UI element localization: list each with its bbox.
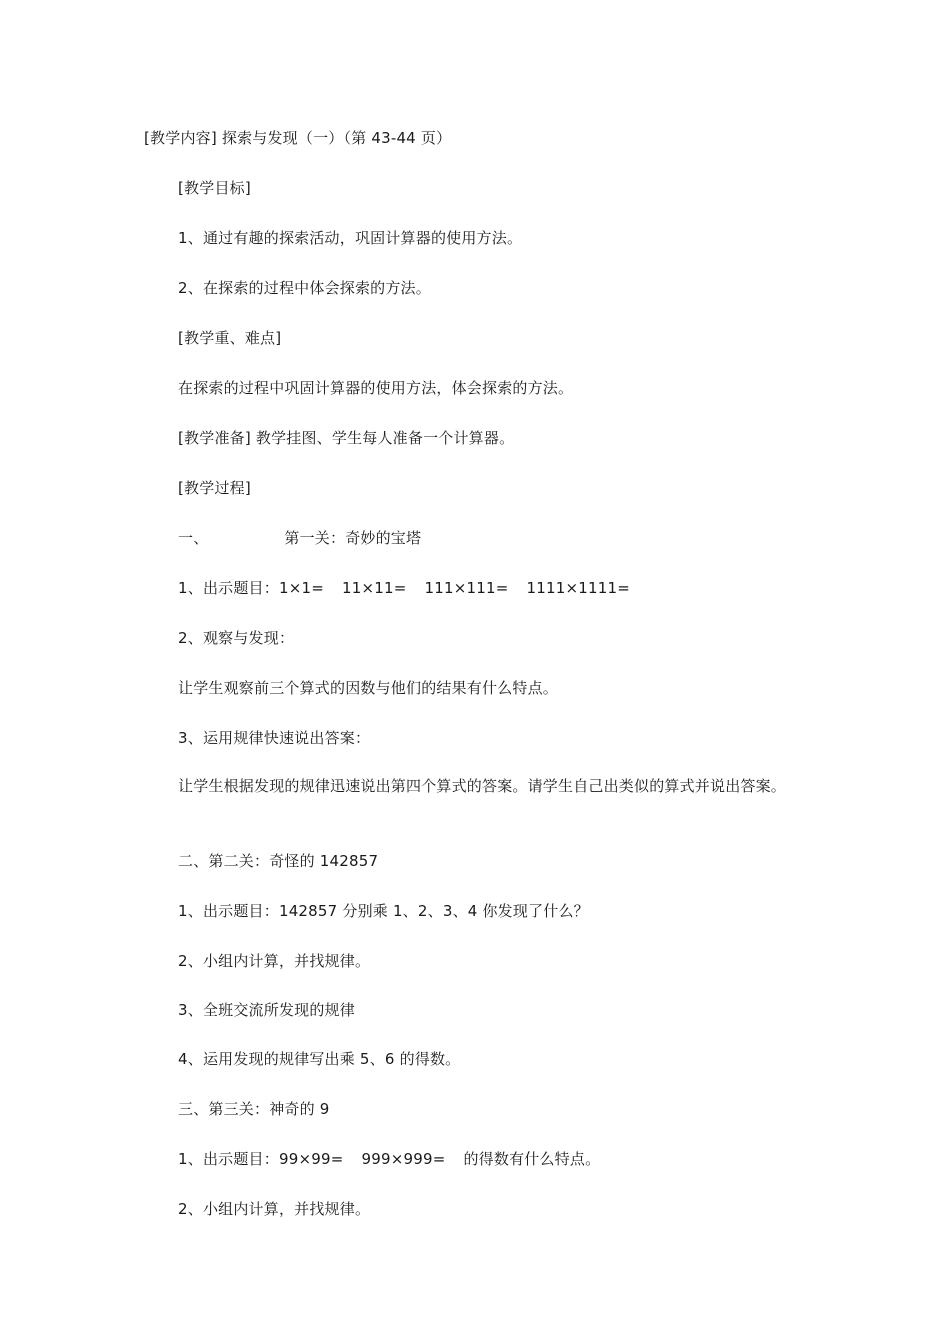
item-suffix: 的得数有什么特点。 <box>463 1150 601 1168</box>
item-prefix: 1、出示题目： <box>178 1150 279 1168</box>
section-1-item-3: 3、运用规律快速说出答案： <box>178 729 371 747</box>
section-3-item-2: 2、小组内计算，并找规律。 <box>178 1200 371 1218</box>
section-2-item-3: 3、全班交流所发现的规律 <box>178 1001 355 1019</box>
lesson-content-line: [教学内容] 探索与发现（一）（第 43-44 页） <box>144 129 452 147</box>
expression-2: 11×11= <box>341 579 407 597</box>
key-points-heading: [教学重、难点] <box>178 329 282 347</box>
section-2-item-4: 4、运用发现的规律写出乘 5、6 的得数。 <box>178 1050 461 1068</box>
section-2-item-1: 1、出示题目：142857 分别乘 1、2、3、4 你发现了什么？ <box>178 902 589 920</box>
section-2-item-2: 2、小组内计算，并找规律。 <box>178 952 371 970</box>
section-1-title-text: 第一关：奇妙的宝塔 <box>284 529 422 547</box>
section-1-item-3-text: 让学生根据发现的规律迅速说出第四个算式的答案。请学生自己出类似的算式并说出答案。 <box>178 777 787 795</box>
section-1-item-2: 2、观察与发现： <box>178 629 295 647</box>
section-3-item-1 <box>178 1147 600 1171</box>
section-2-title: 二、第二关：奇怪的 142857 <box>178 852 379 870</box>
expression-4: 1111×1111= <box>526 579 630 597</box>
section-1-title <box>178 526 421 550</box>
preparation-line: [教学准备] 教学挂图、学生每人准备一个计算器。 <box>178 429 515 447</box>
process-heading: [教学过程] <box>178 479 251 497</box>
section-1-item-2-text: 让学生观察前三个算式的因数与他们的结果有什么特点。 <box>178 679 559 697</box>
item-prefix: 1、出示题目： <box>178 579 279 597</box>
key-points-text: 在探索的过程中巩固计算器的使用方法，体会探索的方法。 <box>178 379 574 397</box>
expression-1: 99×99= <box>278 1150 344 1168</box>
goal-2: 2、在探索的过程中体会探索的方法。 <box>178 279 431 297</box>
expression-3: 111×111= <box>424 579 509 597</box>
expression-1: 1×1= <box>278 579 324 597</box>
section-1-item-1 <box>178 576 630 600</box>
section-1-number: 一、 <box>178 529 209 547</box>
goals-heading: [教学目标] <box>178 179 251 197</box>
section-3-title: 三、第三关：神奇的 9 <box>178 1100 330 1118</box>
goal-1: 1、通过有趣的探索活动，巩固计算器的使用方法。 <box>178 229 523 247</box>
expression-2: 999×999= <box>361 1150 446 1168</box>
